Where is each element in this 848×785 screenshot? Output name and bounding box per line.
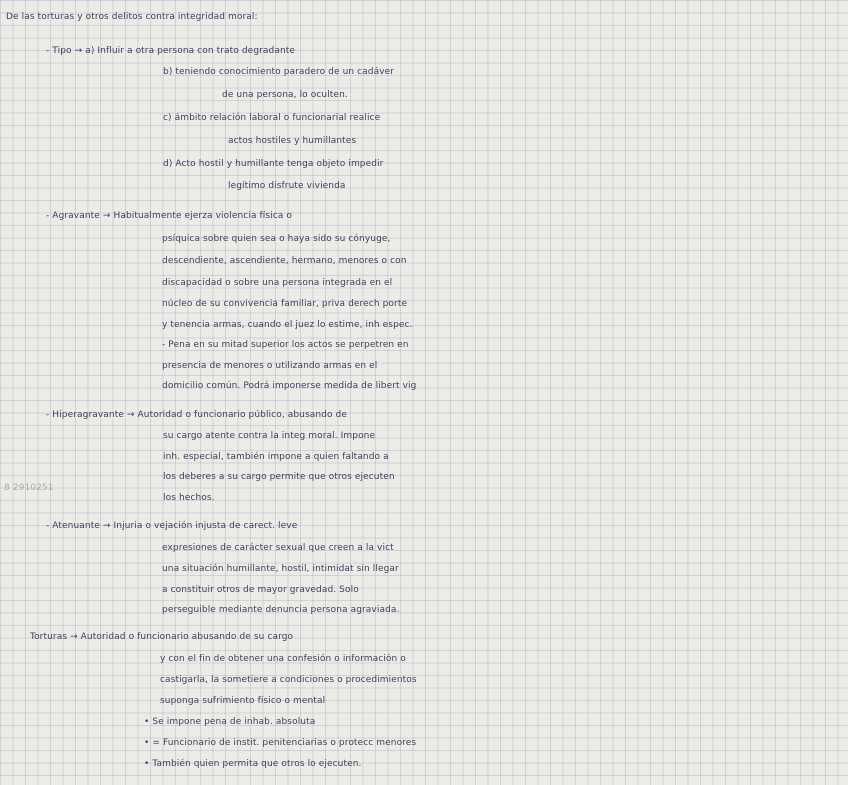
agravante-line-1: - Agravante → Habitualmente ejerza violencia física o [46,211,293,221]
tipo-line-7: legítimo disfrute vivienda [228,181,346,191]
torturas-line-4: suponga sufrimiento físico o mental [160,696,326,706]
agravante-line-4: discapacidad o sobre una persona integrada en el [162,278,393,288]
tipo-line-2: b) teniendo conocimiento paradero de un cadáver [163,67,395,77]
agravante-line-2: psíquica sobre quien sea o haya sido su cónyuge, [162,234,391,244]
hiperagravante-line-2: su cargo atente contra la integ moral. Impone [163,431,376,441]
tipo-line-6: d) Acto hostil y humillante tenga objeto impedir [163,159,384,169]
torturas-bullet-3: • También quien permita que otros lo ejecuten. [144,759,362,769]
agravante-line-9: domicilio común. Podrá imponerse medida de libert vig [162,381,417,391]
atenuante-line-2: expresiones de carácter sexual que creen a la vict [162,543,394,553]
torturas-line-2: y con el fin de obtener una confesión o información o [160,654,406,664]
tipo-line-1: - Tipo → a) Influir a otra persona con trato degradante [46,46,296,56]
torturas-bullet-2: • = Funcionario de instit. penitenciarias o protecc menores [144,738,417,748]
torturas-line-3: castigarla, la sometiere a condiciones o procedimientos [160,675,417,685]
atenuante-line-4: a constituir otros de mayor gravedad. Solo [162,585,359,595]
torturas-bullet-1: • Se impone pena de inhab. absoluta [144,717,316,727]
margin-mark: 8 2910251 [4,483,54,493]
tipo-line-4: c) ámbito relación laboral o funcionarial realice [163,113,381,123]
atenuante-line-5: perseguible mediante denuncia persona agraviada. [162,605,400,615]
agravante-line-3: descendiente, ascendiente, hermano, menores o con [162,256,407,266]
agravante-line-5: núcleo de su convivencia familiar, priva derech porte [162,299,408,309]
atenuante-line-1: - Atenuante → Injuria o vejación injusta de carect. leve [46,521,298,531]
hiperagravante-line-3: inh. especial, también impone a quien faltando a [163,452,389,462]
hiperagravante-line-4: los deberes a su cargo permite que otros ejecuten [163,472,395,482]
agravante-line-7: - Pena en su mitad superior los actos se perpetren en [162,340,409,350]
hiperagravante-line-5: los hechos. [163,493,215,503]
tipo-line-3: de una persona, lo oculten. [222,90,348,100]
agravante-line-8: presencia de menores o utilizando armas en el [162,361,378,371]
tipo-line-5: actos hostiles y humillantes [228,136,357,146]
atenuante-line-3: una situación humillante, hostil, intimidat sin llegar [162,564,399,574]
agravante-line-6: y tenencia armas, cuando el juez lo estime, inh espec. [162,320,413,330]
notes-title: De las torturas y otros delitos contra integridad moral: [6,12,258,22]
hiperagravante-line-1: - Hiperagravante → Autoridad o funcionario público, abusando de [46,410,348,420]
torturas-line-1: Torturas → Autoridad o funcionario abusando de su cargo [30,632,294,642]
